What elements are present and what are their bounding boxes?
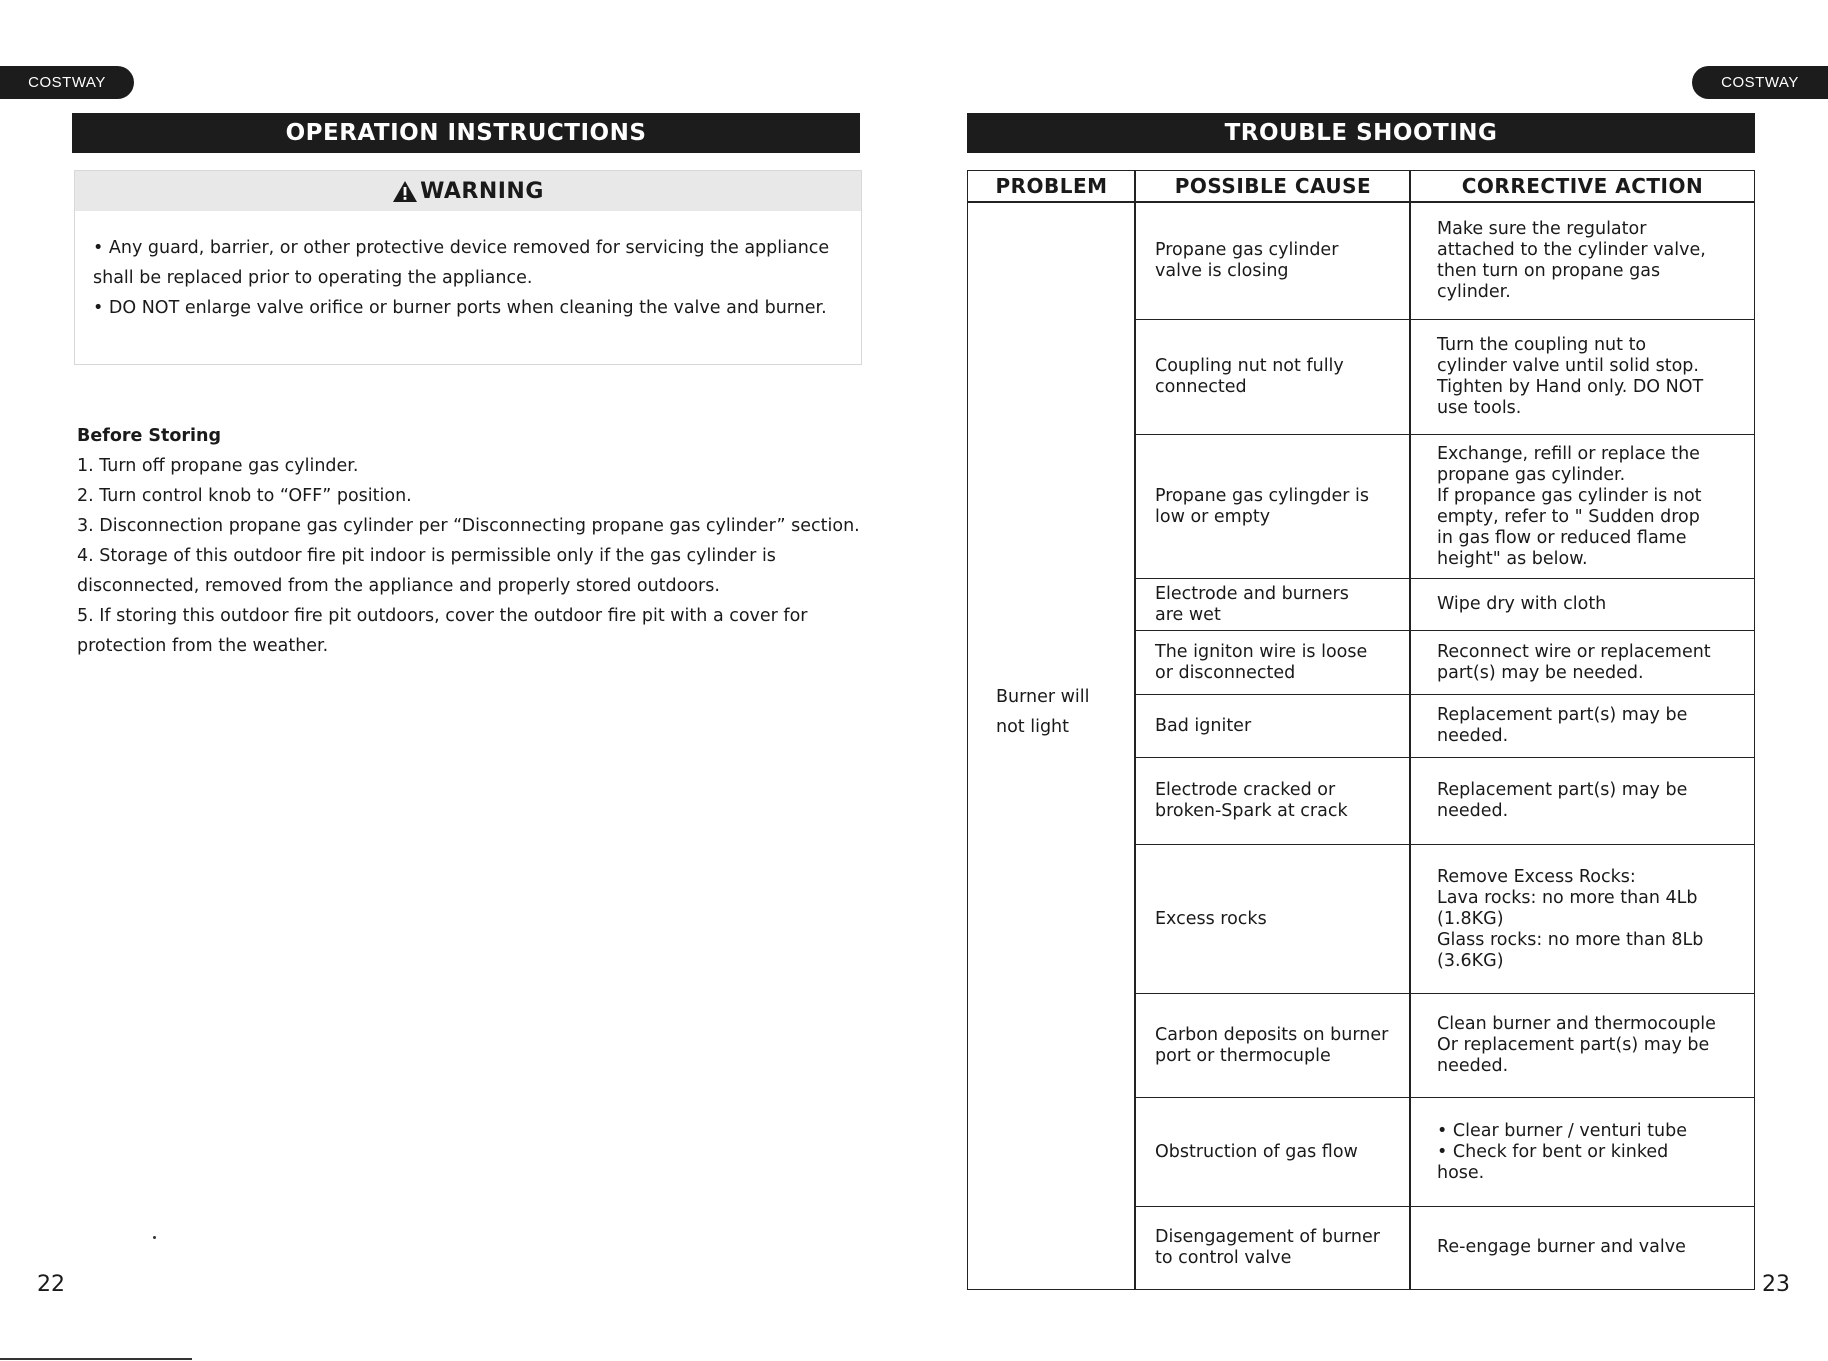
storing-step: 4. Storage of this outdoor fire pit indoor is permissible only if the gas cylinder is disconnected, removed from the appliance and properly stored outdoors. [77,546,776,596]
header-corrective-action: CORRECTIVE ACTION [1461,174,1704,198]
cause-cell: Obstruction of gas flow [1155,1141,1358,1162]
action-cell: Replacement part(s) may be needed. [1437,705,1688,746]
action-cell: Exchange, refill or replace the propane gas cylinder. If propance gas cylinder is not empty, refer to " Sudden drop in gas flow or reduced flame height" as below. [1437,443,1702,569]
action-cell: Turn the coupling nut to cylinder valve until solid stop. Tighten by Hand only. DO NOT use tools. [1437,335,1704,418]
storing-step: 5. If storing this outdoor fire pit outdoors, cover the outdoor fire pit with a cover for protection from the weather. [77,606,808,656]
cause-cell: Coupling nut not fully connected [1155,356,1344,397]
cause-cell: Electrode and burners are wet [1155,583,1349,625]
trouble-shooting-title: TROUBLE SHOOTING [967,113,1755,153]
cause-cell: Carbon deposits on burner port or thermocuple [1155,1024,1389,1066]
problem-cell: Burner will not light [996,687,1090,737]
warning-item: • Any guard, barrier, or other protective device removed for servicing the appliance shall be replaced prior to operating the appliance. [93,238,830,288]
table-row [1135,320,1754,435]
table-row [1135,579,1754,631]
action-cell: Make sure the regulator attached to the cylinder valve, then turn on propane gas cylinder. [1437,218,1706,302]
table-row [1135,435,1754,579]
warning-item: • DO NOT enlarge valve orifice or burner ports when cleaning the valve and burner. [93,298,827,318]
warning-box [74,170,862,365]
operation-instructions-title: OPERATION INSTRUCTIONS [72,113,860,153]
storing-step: 1. Turn off propane gas cylinder. [77,456,359,476]
storing-step: 2. Turn control knob to “OFF” position. [77,486,412,506]
page-number-right: 23 [1762,1272,1790,1297]
table-row [1135,202,1754,320]
cause-cell: Electrode cracked or broken-Spark at crack [1155,780,1348,821]
cause-cell: Propane gas cylinder valve is closing [1155,239,1339,281]
cause-cell: Propane gas cylingder is low or empty [1155,485,1370,527]
storing-step: 3. Disconnection propane gas cylinder per “Disconnecting propane gas cylinder” section. [77,516,860,536]
warning-header [75,171,861,211]
cause-cell: The igniton wire is loose or disconnected [1155,641,1368,683]
table-row [1135,1098,1754,1207]
action-cell: • Clear burner / venturi tube • Check for bent or kinked hose. [1437,1120,1687,1183]
trouble-shooting-table [967,170,1755,1290]
page-number-left: 22 [37,1272,65,1297]
warning-triangle-icon [392,180,418,203]
table-row [1135,695,1754,758]
action-cell: Re-engage burner and valve [1437,1237,1686,1257]
table-row [1135,845,1754,994]
action-cell: Wipe dry with cloth [1437,594,1607,614]
header-problem: PROBLEM [995,174,1108,198]
warning-title: WARNING [420,178,544,204]
table-row [1135,994,1754,1098]
action-cell: Clean burner and thermocouple Or replacement part(s) may be needed. [1437,1014,1716,1076]
cause-cell: Disengagement of burner to control valve [1155,1226,1380,1268]
before-storing-heading: Before Storing [77,426,222,446]
table-row [1135,758,1754,845]
brand-logo-left: COSTWAY [0,66,134,99]
table-row [1135,1207,1754,1288]
brand-logo-right: COSTWAY [1692,66,1828,99]
cause-cell: Bad igniter [1155,715,1252,736]
action-cell: Reconnect wire or replacement part(s) may be needed. [1437,641,1711,683]
cause-cell: Excess rocks [1155,908,1267,929]
action-cell: Replacement part(s) may be needed. [1437,780,1688,821]
header-possible-cause: POSSIBLE CAUSE [1174,174,1372,198]
before-storing-section [77,421,877,661]
bottom-rule [0,1358,192,1360]
table-row [1135,631,1754,695]
stray-mark [153,1236,156,1239]
action-cell: Remove Excess Rocks: Lava rocks: no more than 4Lb (1.8KG) Glass rocks: no more than 8Lb (3.6KG) [1437,866,1704,971]
